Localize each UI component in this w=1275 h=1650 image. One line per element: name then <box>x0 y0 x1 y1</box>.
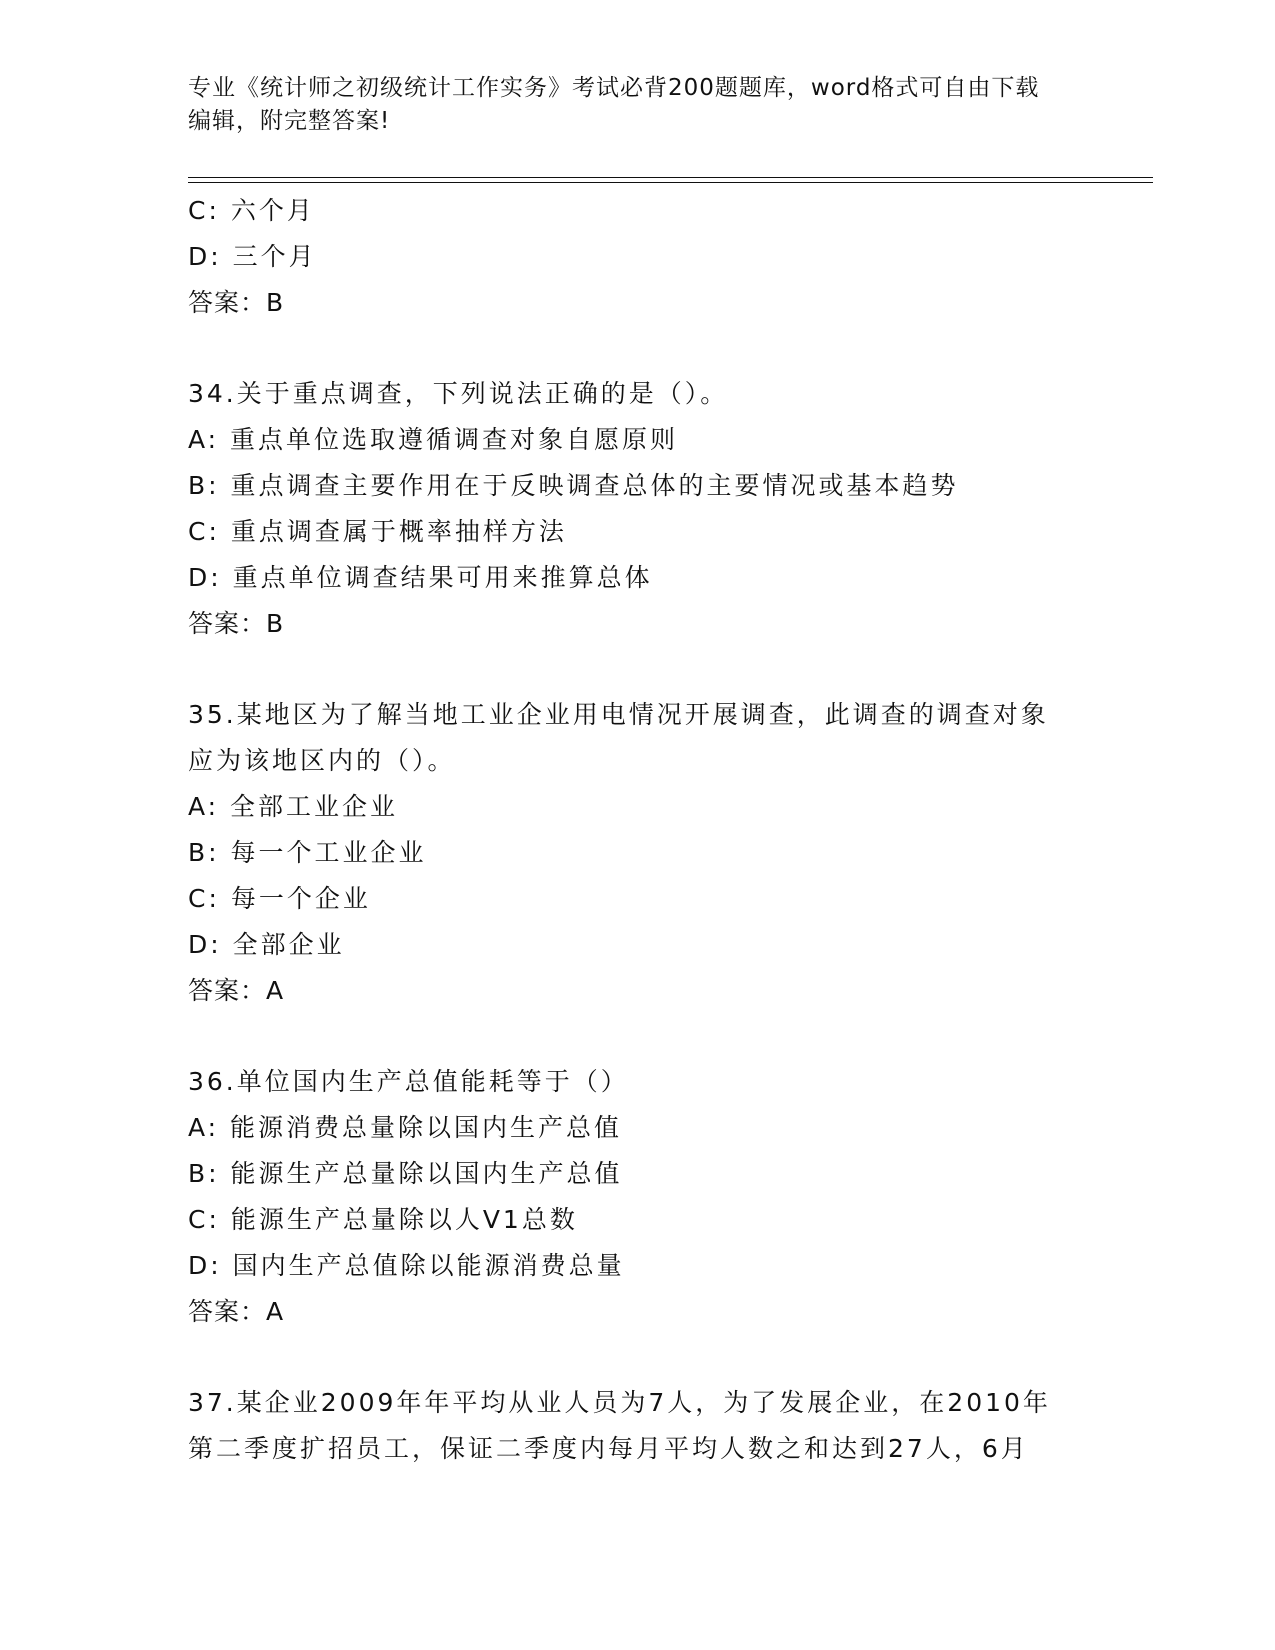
header-divider-bottom <box>188 182 1153 183</box>
question-34-option-d: D: 重点单位调查结果可用来推算总体 <box>188 563 653 592</box>
question-36-option-b: B: 能源生产总量除以国内生产总值 <box>188 1159 623 1188</box>
question-34-option-a: A: 重点单位选取遵循调查对象自愿原则 <box>188 425 679 454</box>
spacer <box>188 326 1088 371</box>
question-35-answer: 答案：A <box>188 976 285 1005</box>
question-34-option-c: C: 重点调查属于概率抽样方法 <box>188 517 567 546</box>
question-36-option-a: A: 能源消费总量除以国内生产总值 <box>188 1113 623 1142</box>
question-37-stem-line-1: 37.某企业2009年年平均从业人员为7人，为了发展企业，在2010年 <box>188 1388 1051 1417</box>
question-list <box>188 188 1088 1472</box>
question-37-stem-line-2: 第二季度扩招员工，保证二季度内每月平均人数之和达到27人，6月 <box>188 1434 1029 1463</box>
spacer <box>188 1014 1088 1059</box>
header-title-line-1: 专业《统计师之初级统计工作实务》考试必背200题题库，word格式可自由下载 <box>188 75 1040 101</box>
question-34-answer: 答案：B <box>188 609 285 638</box>
question-36-option-c: C: 能源生产总量除以人V1总数 <box>188 1205 578 1234</box>
question-35-stem-line-1: 35.某地区为了解当地工业企业用电情况开展调查，此调查的调查对象 <box>188 700 1049 729</box>
option-d: D: 三个月 <box>188 242 317 271</box>
question-35-stem-line-2: 应为该地区内的（）。 <box>188 746 456 775</box>
spacer <box>188 1335 1088 1380</box>
question-35-option-c: C: 每一个企业 <box>188 884 371 913</box>
document-header <box>188 72 1068 138</box>
question-36-option-d: D: 国内生产总值除以能源消费总量 <box>188 1251 625 1280</box>
question-35-option-a: A: 全部工业企业 <box>188 792 399 821</box>
option-c: C: 六个月 <box>188 196 315 225</box>
question-34-stem: 34.关于重点调查，下列说法正确的是（）。 <box>188 379 729 408</box>
header-title-line-2: 编辑，附完整答案! <box>188 108 391 134</box>
question-34-option-b: B: 重点调查主要作用在于反映调查总体的主要情况或基本趋势 <box>188 471 959 500</box>
header-divider-top <box>188 177 1153 178</box>
question-35-option-b: B: 每一个工业企业 <box>188 838 427 867</box>
spacer <box>188 647 1088 692</box>
question-36-stem: 36.单位国内生产总值能耗等于（） <box>188 1067 629 1096</box>
question-36-answer: 答案：A <box>188 1297 285 1326</box>
answer-text: 答案：B <box>188 288 285 317</box>
question-35-option-d: D: 全部企业 <box>188 930 345 959</box>
